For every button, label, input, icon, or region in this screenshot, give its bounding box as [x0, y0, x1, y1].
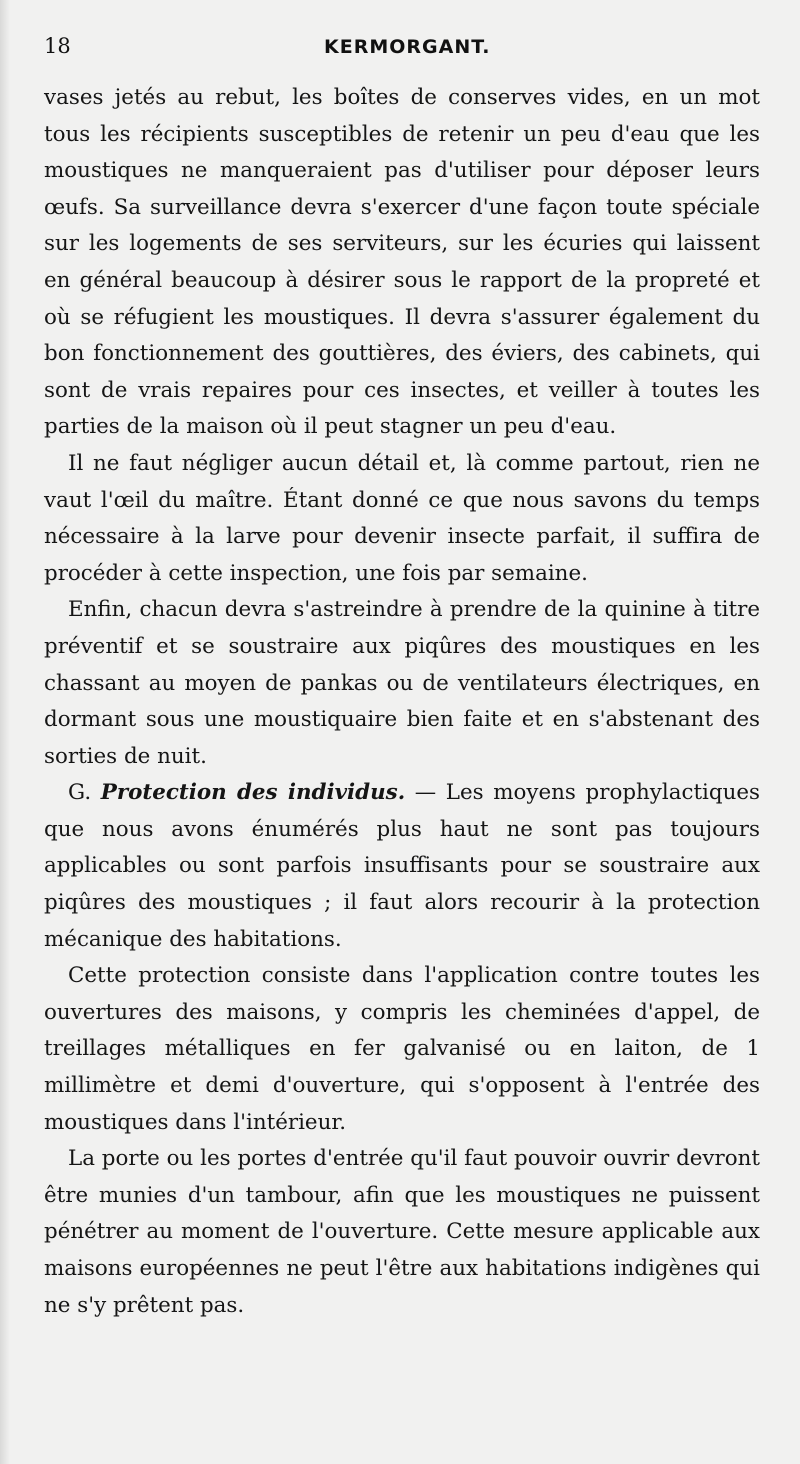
paragraph-continuation: vases jetés au rebut, les boîtes de conserves vides, en un mot tous les récipients susceptibles de retenir un peu d'eau que les moustiques ne manqueraient pas d'utiliser pour déposer leurs œufs. Sa surveillance devra s'exercer d'une façon toute spéciale sur les logements de ses serviteurs, sur les écuries qui laissent en général beaucoup à désirer sous le rapport de la propreté et où se réfugient les moustiques. Il devra s'assurer également du bon fonctionnement des gouttières, des éviers, des cabinets, qui sont de vrais repaires pour ces insectes, et veiller à toutes les parties de la maison où il peut stagner un peu d'eau. [44, 85, 760, 440]
section-heading: Protection des individus. [100, 780, 406, 806]
paragraph-portes: La porte ou les portes d'entrée qu'il faut pouvoir ouvrir devront être munies d'un tambour, afin que les moustiques ne puissent pénétrer au moment de l'ouverture. Cette mesure applicable aux maisons européennes ne peut l'être aux habitations indigènes qui ne s'y prêtent pas. [44, 1146, 760, 1318]
paragraph-treillages: Cette protection consiste dans l'application contre toutes les ouvertures des maisons, y compris les cheminées d'appel, de treillages métalliques en fer galvanisé ou en laiton, de 1 millimètre et demi d'ouverture, qui s'opposent à l'entrée des moustiques dans l'intérieur. [44, 963, 760, 1135]
page-header [44, 34, 760, 64]
section-prefix: G. [68, 780, 101, 806]
section-text: — Les moyens prophylactiques que nous avons énumérés plus haut ne sont pas toujours applicables ou sont parfois insuffisants pour se soustraire aux piqûres des moustiques ; il faut alors recourir à la protection mécanique des habitations. [44, 780, 760, 952]
paragraph-quinine: Enfin, chacun devra s'astreindre à prendre de la quinine à titre préventif et se soustraire aux piqûres des moustiques en les chassant au moyen de pankas ou de ventilateurs électriques, en dormant sous une moustiquaire bien faite et en s'abstenant des sorties de nuit. [44, 597, 760, 769]
paragraph-inspection: Il ne faut négliger aucun détail et, là comme partout, rien ne vaut l'œil du maître. Étant donné ce que nous savons du temps nécessaire à la larve pour devenir insecte parfait, il suffira de procéder à cette inspection, une fois par semaine. [44, 450, 760, 586]
body-text [44, 80, 760, 1324]
paragraph-protection-individus [44, 775, 760, 958]
running-head: KERMORGANT. [324, 36, 491, 58]
page-number: 18 [44, 34, 71, 58]
